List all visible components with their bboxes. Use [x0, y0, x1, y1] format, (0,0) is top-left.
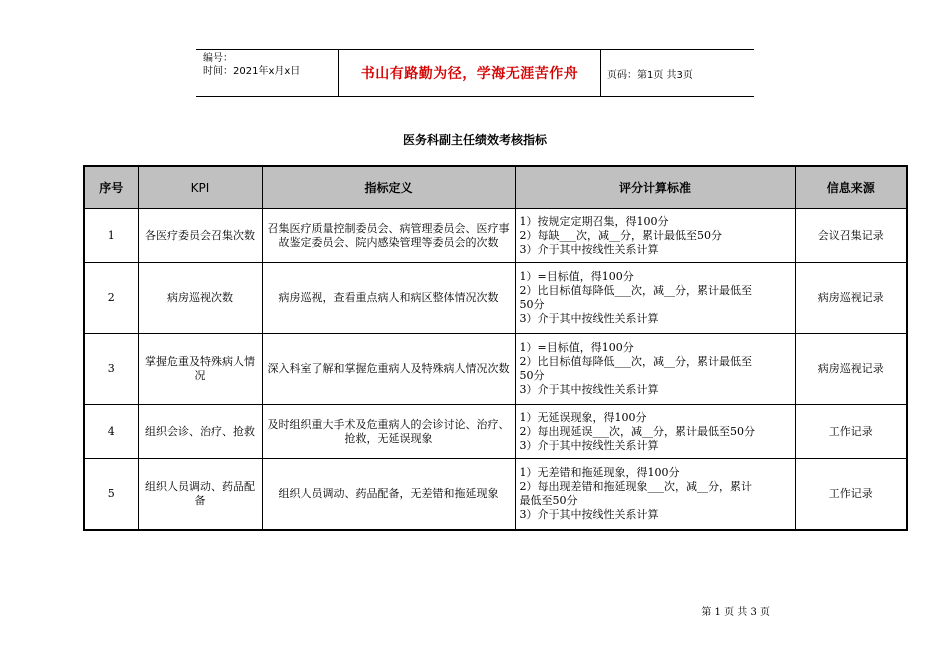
column-header-kpi: KPI [138, 166, 262, 209]
row-criteria [515, 405, 795, 459]
row-source: 会议召集记录 [795, 209, 907, 263]
row-no: 2 [84, 263, 138, 334]
header-page-label: 页码：第1页 共3页 [607, 69, 693, 81]
table-header-row [84, 166, 907, 209]
row-no: 3 [84, 334, 138, 405]
table-row [84, 334, 907, 405]
header-meta [196, 50, 339, 96]
criteria-line: 3）介于其中按线性关系计算 [519, 383, 659, 396]
criteria-line: 2）每出现延误___次，减__分，累计最低至50分 [519, 424, 755, 438]
row-criteria [515, 209, 795, 263]
row-criteria [515, 263, 795, 334]
row-source: 病房巡视记录 [795, 263, 907, 334]
page-header [196, 49, 754, 97]
time-label: 时间：2021年x月x日 [203, 66, 301, 77]
criteria-line: 2）比目标值每降低___次，减__分，累计最低至 [519, 284, 752, 297]
row-kpi: 组织会诊、治疗、抢救 [138, 405, 262, 459]
header-motto: 书山有路勤为径，学海无涯苦作舟 [339, 50, 601, 96]
row-no: 4 [84, 405, 138, 459]
page-footer: 第 1 页 共 3 页 [701, 607, 770, 618]
table-row [84, 459, 907, 530]
row-kpi: 各医疗委员会召集次数 [138, 209, 262, 263]
row-definition: 召集医疗质量控制委员会、病管理委员会、医疗事故鉴定委员会、院内感染管理等委员会的次数 [262, 209, 515, 263]
criteria-line: 3）介于其中按线性关系计算 [519, 312, 659, 325]
column-header-no: 序号 [84, 166, 138, 209]
number-label: 编号： [203, 53, 233, 64]
criteria-line: 最低至50分 [519, 493, 578, 507]
row-no: 5 [84, 459, 138, 530]
row-source: 工作记录 [795, 405, 907, 459]
criteria-line: 50分 [519, 369, 545, 382]
row-definition: 及时组织重大手术及危重病人的会诊讨论、治疗、抢救，无延误现象 [262, 405, 515, 459]
row-criteria [515, 459, 795, 530]
table-row [84, 263, 907, 334]
row-criteria [515, 334, 795, 405]
criteria-line: 1）按规定定期召集，得100分 [519, 214, 669, 228]
criteria-line: 2）每出现差错和拖延现象___次，减__分，累计 [519, 479, 752, 493]
column-header-criteria: 评分计算标准 [515, 166, 795, 209]
table-row [84, 209, 907, 263]
column-header-source: 信息来源 [795, 166, 907, 209]
criteria-line: 2）每缺___次，减__分，累计最低至50分 [519, 228, 722, 242]
row-definition: 深入科室了解和掌握危重病人及特殊病人情况次数 [262, 334, 515, 405]
table-row [84, 405, 907, 459]
column-header-definition: 指标定义 [262, 166, 515, 209]
row-no: 1 [84, 209, 138, 263]
kpi-table [83, 165, 908, 531]
criteria-line: 3）介于其中按线性关系计算 [519, 438, 659, 452]
row-source: 病房巡视记录 [795, 334, 907, 405]
criteria-line: 3）介于其中按线性关系计算 [519, 242, 659, 256]
row-kpi: 组织人员调动、药品配备 [138, 459, 262, 530]
row-definition: 组织人员调动、药品配备，无差错和拖延现象 [262, 459, 515, 530]
criteria-line: 1）无延误现象，得100分 [519, 410, 647, 424]
criteria-line: 2）比目标值每降低___次，减__分，累计最低至 [519, 355, 752, 368]
row-kpi: 掌握危重及特殊病人情况 [138, 334, 262, 405]
criteria-line: 1）无差错和拖延现象，得100分 [519, 465, 680, 479]
document-title: 医务科副主任绩效考核指标 [402, 133, 547, 147]
criteria-line: 1）=目标值，得100分 [519, 270, 634, 283]
row-kpi: 病房巡视次数 [138, 263, 262, 334]
criteria-line: 50分 [519, 298, 545, 311]
row-source: 工作记录 [795, 459, 907, 530]
criteria-line: 3）介于其中按线性关系计算 [519, 507, 659, 521]
row-definition: 病房巡视，查看重点病人和病区整体情况次数 [262, 263, 515, 334]
criteria-line: 1）=目标值，得100分 [519, 341, 634, 354]
